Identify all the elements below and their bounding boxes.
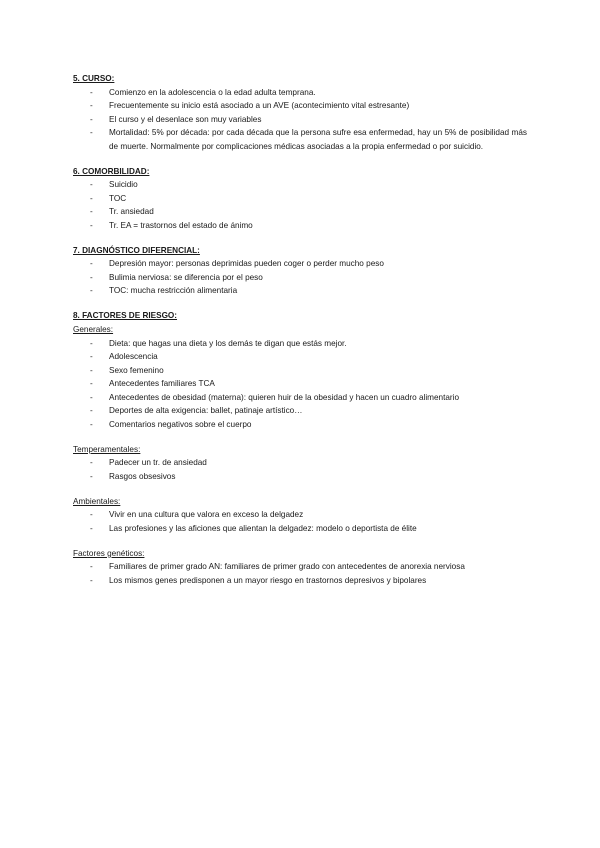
subsection-heading: Ambientales: [73,496,121,506]
list-item: - Las profesiones y las aficiones que alientan la delgadez: modelo o deportista de élite [73,522,527,536]
list-item: - Antecedentes familiares TCA [73,377,527,391]
list-item: - TOC: mucha restricción alimentaria [73,284,527,298]
document-content [73,72,527,588]
section-heading: 5. CURSO: [73,74,115,83]
group-spacer [73,535,527,547]
list-item: - Tr. EA = trastornos del estado de ánimo [73,219,527,233]
bullet-list [73,178,527,232]
list-item: - Los mismos genes predisponen a un mayor riesgo en trastornos depresivos y bipolares [73,574,527,588]
section-8-factores-de-riesgo [73,309,527,587]
list-item: - Deportes de alta exigencia: ballet, patinaje artístico… [73,404,527,418]
section-6-comorbilidad [73,165,527,233]
section-heading: 6. COMORBILIDAD: [73,166,150,176]
bullet-list [73,86,527,154]
list-item: - Comienzo en la adolescencia o la edad adulta temprana. [73,86,527,100]
group-spacer [73,431,527,443]
list-item: - Antecedentes de obesidad (materna): quieren huir de la obesidad y hacen un cuadro alimentario [73,391,527,405]
list-item: - Vivir en una cultura que valora en exceso la delgadez [73,508,527,522]
list-item: - Tr. ansiedad [73,205,527,219]
section-spacer [73,232,527,244]
list-item: - Sexo femenino [73,364,527,378]
list-item: - Frecuentemente su inicio está asociado a un AVE (acontecimiento vital estresante) [73,99,527,113]
subsection-heading: Generales: [73,325,114,334]
section-spacer [73,298,527,310]
section-spacer [73,153,527,165]
list-item: - TOC [73,192,527,206]
list-item: - Depresión mayor: personas deprimidas pueden coger o perder mucho peso [73,257,527,271]
list-item: - Familiares de primer grado AN: familiares de primer grado con antecedentes de anorexia nerviosa [73,560,527,574]
list-item: - Mortalidad: 5% por década: por cada década que la persona sufre esa enfermedad, hay un 5% de posibilidad más de muerte. Normalmente por complicaciones médicas asociadas a la propia enfermedad o por suicidio. [73,126,527,153]
list-item: - Bulimia nerviosa: se diferencia por el peso [73,271,527,285]
section-heading: 8. FACTORES DE RIESGO: [73,311,178,321]
group-spacer [73,483,527,495]
list-item: - Rasgos obsesivos [73,470,527,484]
subsection-heading: Factores genéticos: [73,548,145,558]
section-5-curso [73,72,527,153]
list-item: - Padecer un tr. de ansiedad [73,456,527,470]
list-item: - Adolescencia [73,350,527,364]
bullet-list [73,560,527,587]
section-heading: 7. DIAGNÓSTICO DIFERENCIAL: [73,245,200,255]
list-item: - El curso y el desenlace son muy variables [73,113,527,127]
list-item: - Dieta: que hagas una dieta y los demás te digan que estás mejor. [73,337,527,351]
bullet-list [73,508,527,535]
section-7-diagnostico-diferencial [73,244,527,298]
bullet-list [73,257,527,298]
subsection-heading: Temperamentales: [73,444,141,454]
list-item: - Suicidio [73,178,527,192]
bullet-list [73,456,527,483]
bullet-list [73,337,527,432]
list-item: - Comentarios negativos sobre el cuerpo [73,418,527,432]
